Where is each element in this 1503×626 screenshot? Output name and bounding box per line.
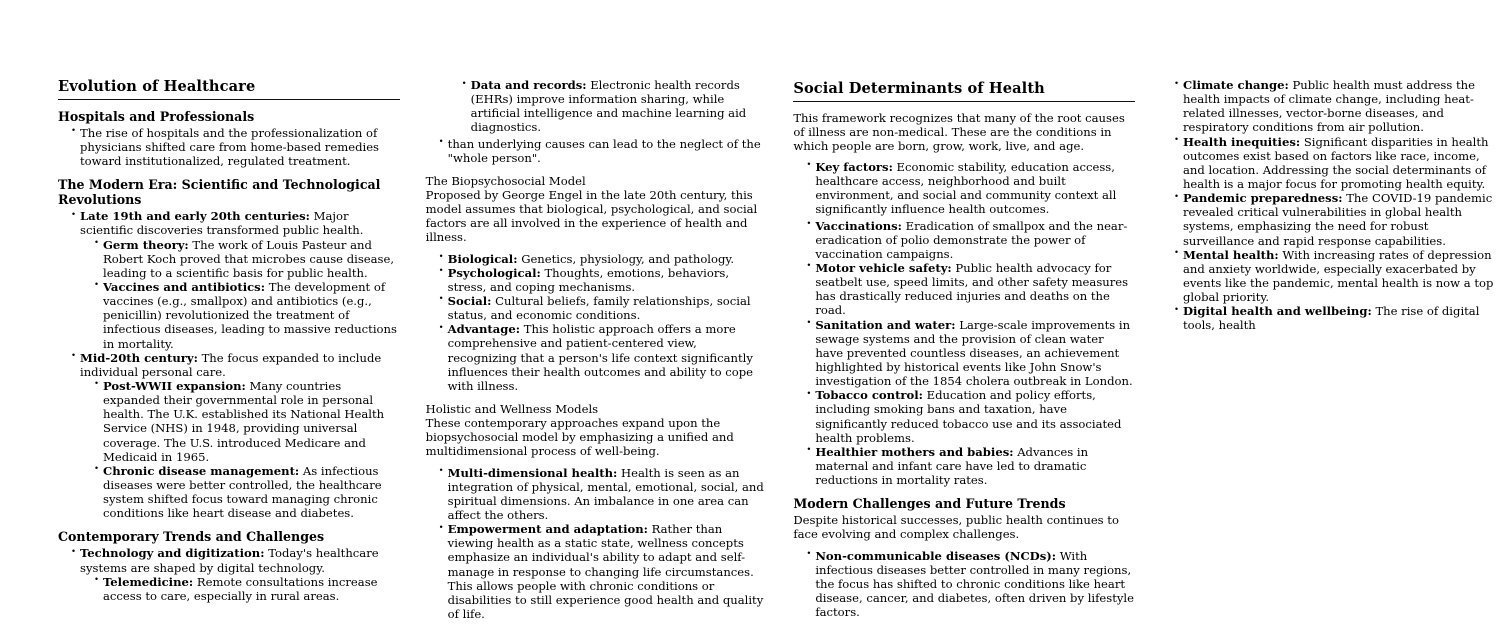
paragraph-holistic-intro: These contemporary approaches expand upon the biopsychosocial model by emphasizing a unified and multidimensional process of well-being. xyxy=(425,416,734,459)
list-item-text: Education and policy efforts, including smoking bans and taxation, have significantly reduced tobacco use and its associated health problems. xyxy=(815,388,1122,445)
list-item-label: Pandemic preparedness: xyxy=(1182,191,1343,206)
list-item-text: This holistic approach offers a more comprehensive and patient-centered view, recognizing that a person's life context significantly influences their health outcomes and ability to cope with illness. xyxy=(447,322,754,393)
list-item-text: Large-scale improvements in sewage systems and the provision of clean water have prevented countless diseases, an achievement highlighted by historical events like John Snow's investigation of the 1854 cholera outbreak in London. xyxy=(815,317,1133,389)
list-item-text: The COVID-19 pandemic revealed critical vulnerabilities in global health systems, emphasizing the need for robust surveillance and rapid response capabilities. xyxy=(1182,191,1493,248)
list-item-text: The rise of hospitals and the professionalization of physicians shifted care from home-based remedies toward institutionalized, regulated treatment. xyxy=(80,125,380,168)
list-item-label: Germ theory: xyxy=(103,237,189,252)
list-item-text: Today's healthcare systems are shaped by digital technology. xyxy=(80,546,379,575)
list-item xyxy=(1174,135,1503,192)
list-item-label: Digital health and wellbeing: xyxy=(1182,304,1372,319)
list-item-text: Remote consultations increase access to care, especially in rural areas. xyxy=(103,574,378,603)
list-public-health-achievements xyxy=(793,219,1135,488)
list-biopsychosocial-factors xyxy=(426,252,768,393)
list-item-text: Cultural beliefs, family relationships, social status, and economic conditions. xyxy=(447,293,751,323)
list-item-text: The development of vaccines (e.g., smallpox) and antibiotics (e.g., penicillin) revolutionized the treatment of infectious diseases, leading to massive reductions in mortality. xyxy=(103,279,397,351)
list-item-text: Major scientific discoveries transformed public health. xyxy=(80,209,364,238)
heading-holistic-and-wellness-models: Holistic and Wellness Models xyxy=(425,401,599,416)
list-continued-from-previous-column xyxy=(426,137,768,165)
list-holistic-wellness xyxy=(426,466,768,622)
list-item xyxy=(1174,191,1503,248)
heading-modern-era-scientific-technological-revolutions: The Modern Era: Scientific and Technological Revolutions xyxy=(58,177,381,208)
list-item-label: Telemedicine: xyxy=(103,574,194,589)
list-item-label: Sanitation and water: xyxy=(815,317,956,332)
list-item-label: Mental health: xyxy=(1182,247,1279,262)
list-item-text: Many countries expanded their governmental role in personal health. The U.K. established its National Health Service (NHS) in 1948, providing universal coverage. The U.S. introduced Medicare and Medicaid in 1965. xyxy=(103,378,385,464)
list-item xyxy=(806,549,1135,620)
list-item xyxy=(1174,78,1503,135)
list-item-label: Multi-dimensional health: xyxy=(447,465,618,480)
list-item xyxy=(1174,248,1503,305)
list-item-label: Chronic disease management: xyxy=(103,463,300,478)
list-item-text: Public health must address the health impacts of climate change, including heat-related illnesses, vector-borne diseases, and respiratory conditions from air pollution. xyxy=(1182,78,1475,135)
list-item-text: Eradication of smallpox and the near-eradication of polio demonstrate the power of vaccination campaigns. xyxy=(815,218,1128,261)
list-item-label: Social: xyxy=(447,293,492,308)
list-item-text: than underlying causes can lead to the neglect of the "whole person". xyxy=(447,136,761,165)
list-item-text: With increasing rates of depression and anxiety worldwide, especially exacerbated by events like the pandemic, mental health is now a top global priority. xyxy=(1182,247,1494,305)
list-item xyxy=(806,261,1135,318)
list-modern-era xyxy=(58,209,400,520)
list-item xyxy=(439,266,768,294)
list-item xyxy=(806,388,1135,445)
paragraph-social-determinants-intro: This framework recognizes that many of the root causes of illness are non-medical. These are the conditions in which people are born, grow, work, live, and age. xyxy=(793,110,1125,153)
list-item xyxy=(94,464,400,521)
list-item-label: Post-WWII expansion: xyxy=(103,378,246,393)
list-item xyxy=(439,466,768,523)
list-item xyxy=(439,522,768,621)
list-item-text: Genetics, physiology, and pathology. xyxy=(521,251,735,266)
list-item-label: Key factors: xyxy=(815,159,893,174)
heading-the-biopsychosocial-model: The Biopsychosocial Model xyxy=(425,173,586,188)
list-item-text: The work of Louis Pasteur and Robert Koch proved that microbes cause disease, leading to a scientific basis for public health. xyxy=(103,237,395,280)
list-social-determinants xyxy=(793,160,1135,217)
list-item-label: Vaccinations: xyxy=(815,218,902,233)
list-item xyxy=(806,445,1135,487)
list-item xyxy=(94,238,400,280)
list-item xyxy=(71,209,400,350)
list-item-label: Advantage: xyxy=(447,322,521,337)
list-item-text: Economic stability, education access, healthcare access, neighborhood and built environment, and social and community context all significantly influence health outcomes. xyxy=(815,159,1117,217)
list-item-text: Advances in maternal and infant care have led to dramatic reductions in mortality rates. xyxy=(815,444,1089,488)
list-item-text: Public health advocacy for seatbelt use, speed limits, and other safety measures has drastically reduced injuries and deaths on the road. xyxy=(815,260,1129,318)
list-item-label: Motor vehicle safety: xyxy=(815,260,952,275)
list-item xyxy=(806,219,1135,261)
list-item-label: Climate change: xyxy=(1182,78,1289,92)
paragraph-biopsychosocial-intro: Proposed by George Engel in the late 20th century, this model assumes that biological, psychological, and social factors are all involved in the experience of health and illness. xyxy=(425,187,758,245)
list-item-label: Vaccines and antibiotics: xyxy=(103,279,265,294)
list-item xyxy=(94,575,400,603)
sublist-late-19th-early-20th xyxy=(80,238,400,351)
list-item-label: Healthier mothers and babies: xyxy=(815,444,1014,459)
list-item-label: Late 19th and early 20th centuries: xyxy=(80,209,310,224)
list-item-text: The focus expanded to include individual personal care. xyxy=(80,350,382,379)
list-item xyxy=(439,252,768,266)
list-item-continued xyxy=(439,137,768,165)
list-item-text: Thoughts, emotions, behaviors, stress, and coping mechanisms. xyxy=(447,265,730,294)
list-item xyxy=(94,379,400,464)
list-item xyxy=(71,126,400,168)
list-item xyxy=(94,280,400,351)
list-item-text: Significant disparities in health outcomes exist based on factors like race, income, and location. Addressing the social determinants of health is a major focus for promoting health equity. xyxy=(1182,134,1489,191)
heading-contemporary-trends-and-challenges: Contemporary Trends and Challenges xyxy=(58,529,325,545)
list-item-label: Tobacco control: xyxy=(815,388,923,403)
list-item-label: Empowerment and adaptation: xyxy=(447,522,648,537)
list-item-label: Data and records: xyxy=(470,78,587,92)
list-item xyxy=(71,351,400,521)
list-item-text: Electronic health records (EHRs) improve information sharing, while artificial intelligence and machine learning aid diagnostics. xyxy=(470,78,747,135)
list-item-text: As infectious diseases were better controlled, the healthcare system shifted focus toward managing chronic conditions like heart disease and diabetes. xyxy=(103,463,382,521)
list-item-label: Psychological: xyxy=(447,265,541,280)
list-item-label: Non-communicable diseases (NCDs): xyxy=(815,548,1057,563)
heading-evolution-of-healthcare: Evolution of Healthcare xyxy=(58,78,400,100)
list-item xyxy=(1174,304,1503,332)
list-item xyxy=(806,318,1135,389)
list-item xyxy=(462,78,768,135)
paragraph-modern-challenges-intro: Despite historical successes, public health continues to face evolving and complex challenges. xyxy=(793,513,1119,542)
list-item xyxy=(806,160,1135,217)
heading-social-determinants-of-health: Social Determinants of Health xyxy=(793,80,1135,102)
sublist-mid-20th-century xyxy=(80,379,400,520)
list-item-text: Health is seen as an integration of physical, mental, emotional, social, and spiritual dimensions. An imbalance in one area can affect the others. xyxy=(447,465,764,522)
list-item-label: Health inequities: xyxy=(1182,134,1301,149)
list-item-label: Biological: xyxy=(447,251,518,266)
list-hospitals-and-professionals xyxy=(58,126,400,168)
list-item-label: Mid-20th century: xyxy=(80,350,198,365)
heading-modern-challenges-and-future-trends: Modern Challenges and Future Trends xyxy=(793,496,1066,512)
list-item xyxy=(439,294,768,322)
list-item xyxy=(439,322,768,393)
three-column-text-flow xyxy=(58,78,1494,626)
list-item-text: Rather than viewing health as a static state, wellness concepts emphasize an individual's ability to adapt and self-manage in response to changing life circumstances. This allows people with chronic conditions or disabilities to still experience good health and quality of life. xyxy=(447,522,764,621)
heading-hospitals-and-professionals: Hospitals and Professionals xyxy=(58,108,255,124)
list-item-text: With infectious diseases better controlled in many regions, the focus has shifted to chronic conditions like heart disease, cancer, and diabetes, often driven by lifestyle factors. xyxy=(815,548,1134,620)
list-item-text: The rise of digital tools, health xyxy=(1182,304,1480,333)
list-item-label: Technology and digitization: xyxy=(80,546,265,561)
